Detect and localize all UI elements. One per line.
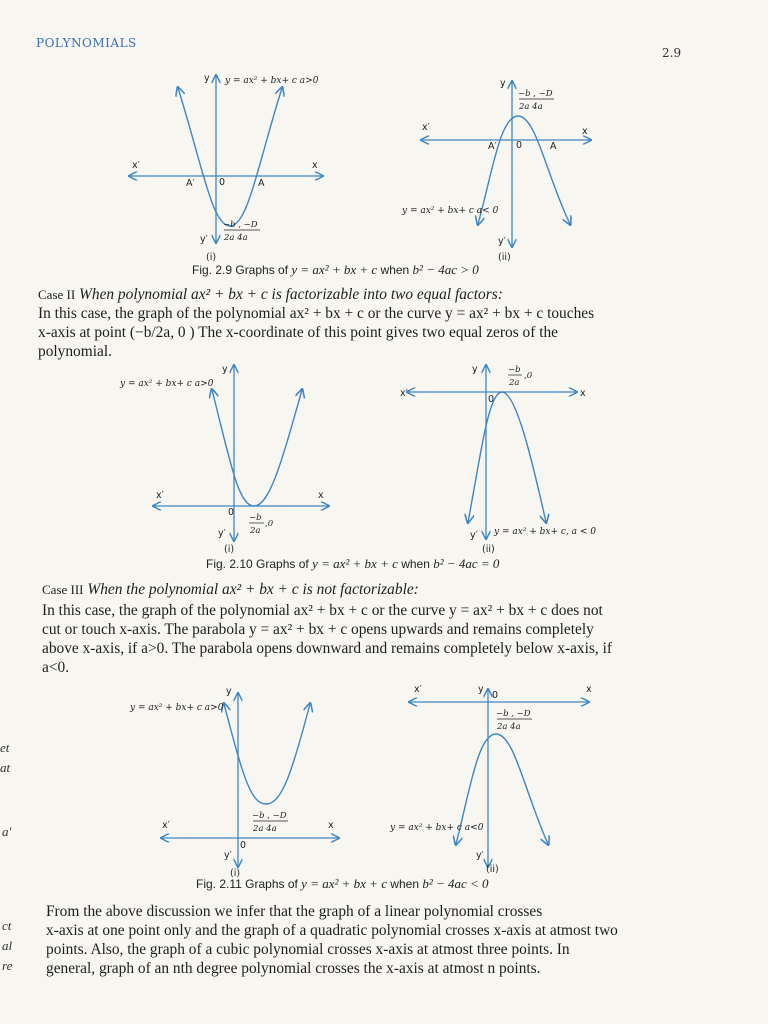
margin-mark: ct: [2, 918, 12, 933]
fig210-panel-ii: [400, 364, 596, 555]
figure-2-9: [120, 64, 680, 274]
equation-label: y = ax² + bx+ c a>0: [225, 76, 319, 86]
fig211-panel-ii: [389, 684, 592, 875]
panel-label: (i): [230, 868, 241, 879]
point-a-prime: A′: [488, 141, 497, 152]
y-top-label: y: [472, 364, 478, 375]
case-2-paragraph: In this case, the graph of the polynomial ax² + bx + c or the curve y = ax² + bx + c touches x-axis at point (−b/2a, 0 ) The x-coordinate of this point gives two equal zeros of the polynomial.: [38, 305, 595, 360]
margin-mark: at: [0, 760, 11, 775]
y-bottom-label: y′: [476, 850, 484, 861]
vertex-denominator: 2a 4a: [497, 722, 521, 732]
vertex-numerator: −b: [508, 365, 521, 375]
vertex-numerator: −b , −D: [252, 811, 287, 821]
panel-label: (i): [206, 252, 217, 263]
point-a-prime: A′: [186, 178, 195, 189]
point-a: A: [258, 178, 265, 189]
fig29-panel-ii: [401, 78, 590, 263]
x-right-label: x: [312, 160, 318, 171]
running-header: POLYNOMIALS: [36, 36, 137, 50]
y-bottom-label: y′: [470, 530, 478, 541]
y-top-label: y: [204, 73, 210, 84]
y-bottom-label: y′: [200, 234, 208, 245]
x-right-label: x: [582, 126, 588, 137]
y-top-label: y: [226, 686, 232, 697]
origin-label: 0: [488, 394, 495, 405]
vertex-denominator: 2a: [250, 526, 261, 536]
case-3-paragraph: In this case, the graph of the polynomial ax² + bx + c or the curve y = ax² + bx + c does not cut or touch x-axis. The parabola y = ax² + bx + c opens upwards and remains completely above x-axis, if a>0. The parabola opens downward and remains completely below x-axis, if a<0.: [42, 602, 612, 676]
x-left-label: x′: [156, 490, 164, 501]
vertex-numerator: −b , −D: [496, 709, 531, 719]
vertex-denominator: 2a: [509, 378, 520, 388]
y-bottom-label: y′: [224, 850, 232, 861]
x-left-label: x′: [414, 684, 422, 695]
origin-label: 0: [240, 840, 247, 851]
x-right-label: x: [586, 684, 592, 695]
origin-label: 0: [219, 177, 226, 188]
page-number: 2.9: [662, 46, 682, 60]
parabola-curve: [178, 88, 282, 226]
vertex-numerator: −b , −D: [223, 220, 258, 230]
x-right-label: x: [318, 490, 324, 501]
vertex-numerator: −b: [249, 513, 262, 523]
case-2-heading: Case II When polynomial ax² + bx + c is factorizable into two equal factors:: [38, 286, 503, 303]
y-top-label: y: [478, 684, 484, 695]
x-left-label: x′: [132, 160, 140, 171]
parabola-curve: [468, 392, 546, 522]
panel-label: (i): [224, 544, 235, 555]
x-left-label: x′: [400, 388, 408, 399]
figure-caption: Fig. 2.10 Graphs of y = ax² + bx + c when b² − 4ac = 0: [206, 556, 500, 571]
conclusion-paragraph: From the above discussion we infer that the graph of a linear polynomial crosses x-axis at one point only and the graph of a quadratic polynomial crosses x-axis at atmost two points. Also, the graph of a cubic polynomial crosses x-axis at atmost three points. In general, graph of an nth degree polynomial crosses the x-axis at atmost n points.: [46, 903, 618, 977]
x-right-label: x: [328, 820, 334, 831]
vertex-denominator: 2a 4a: [224, 233, 248, 243]
point-a: A: [550, 141, 557, 152]
fig29-panel-i: [130, 73, 322, 263]
equation-label: y = ax² + bx+ c a>0: [120, 379, 214, 389]
x-right-label: x: [580, 388, 586, 399]
y-top-label: y: [500, 78, 506, 89]
panel-label: (ii): [482, 544, 495, 555]
equation-label: y = ax² + bx+ c a>0: [130, 703, 224, 713]
vertex-tail: ,0: [265, 519, 274, 529]
margin-mark: a': [2, 824, 12, 839]
fig211-panel-i: [129, 686, 338, 879]
panel-label: (ii): [486, 864, 499, 875]
figure-caption: Fig. 2.9 Graphs of y = ax² + bx + c when b² − 4ac > 0: [192, 262, 479, 277]
origin-label: 0: [228, 507, 235, 518]
x-left-label: x′: [162, 820, 170, 831]
parabola-curve: [212, 390, 302, 506]
y-bottom-label: y′: [498, 236, 506, 247]
y-top-label: y: [222, 364, 228, 375]
parabola-curve: [224, 704, 310, 804]
case-3-heading: Case III When the polynomial ax² + bx + c is not factorizable:: [42, 581, 419, 598]
vertex-denominator: 2a 4a: [253, 824, 277, 834]
equation-label: y = ax² + bx+ c, a < 0: [494, 527, 597, 537]
panel-label: (ii): [498, 252, 511, 263]
origin-label: 0: [516, 140, 523, 151]
margin-mark: et: [0, 740, 10, 755]
figure-caption: Fig. 2.11 Graphs of y = ax² + bx + c when b² − 4ac < 0: [196, 876, 489, 891]
x-left-label: x′: [422, 122, 430, 133]
margin-mark: al: [2, 938, 13, 953]
equation-label: y = ax² + bx+ c a< 0: [402, 206, 499, 216]
equation-label: y = ax² + bx+ c a<0: [390, 823, 484, 833]
vertex-denominator: 2a 4a: [519, 102, 543, 112]
y-bottom-label: y′: [218, 528, 226, 539]
figure-2-10: [118, 360, 618, 560]
figure-2-11: [126, 680, 626, 880]
origin-label: 0: [492, 690, 499, 701]
fig210-panel-i: [119, 364, 328, 555]
vertex-numerator: −b , −D: [518, 89, 553, 99]
margin-mark: re: [2, 958, 13, 973]
vertex-tail: ,0: [524, 371, 533, 381]
